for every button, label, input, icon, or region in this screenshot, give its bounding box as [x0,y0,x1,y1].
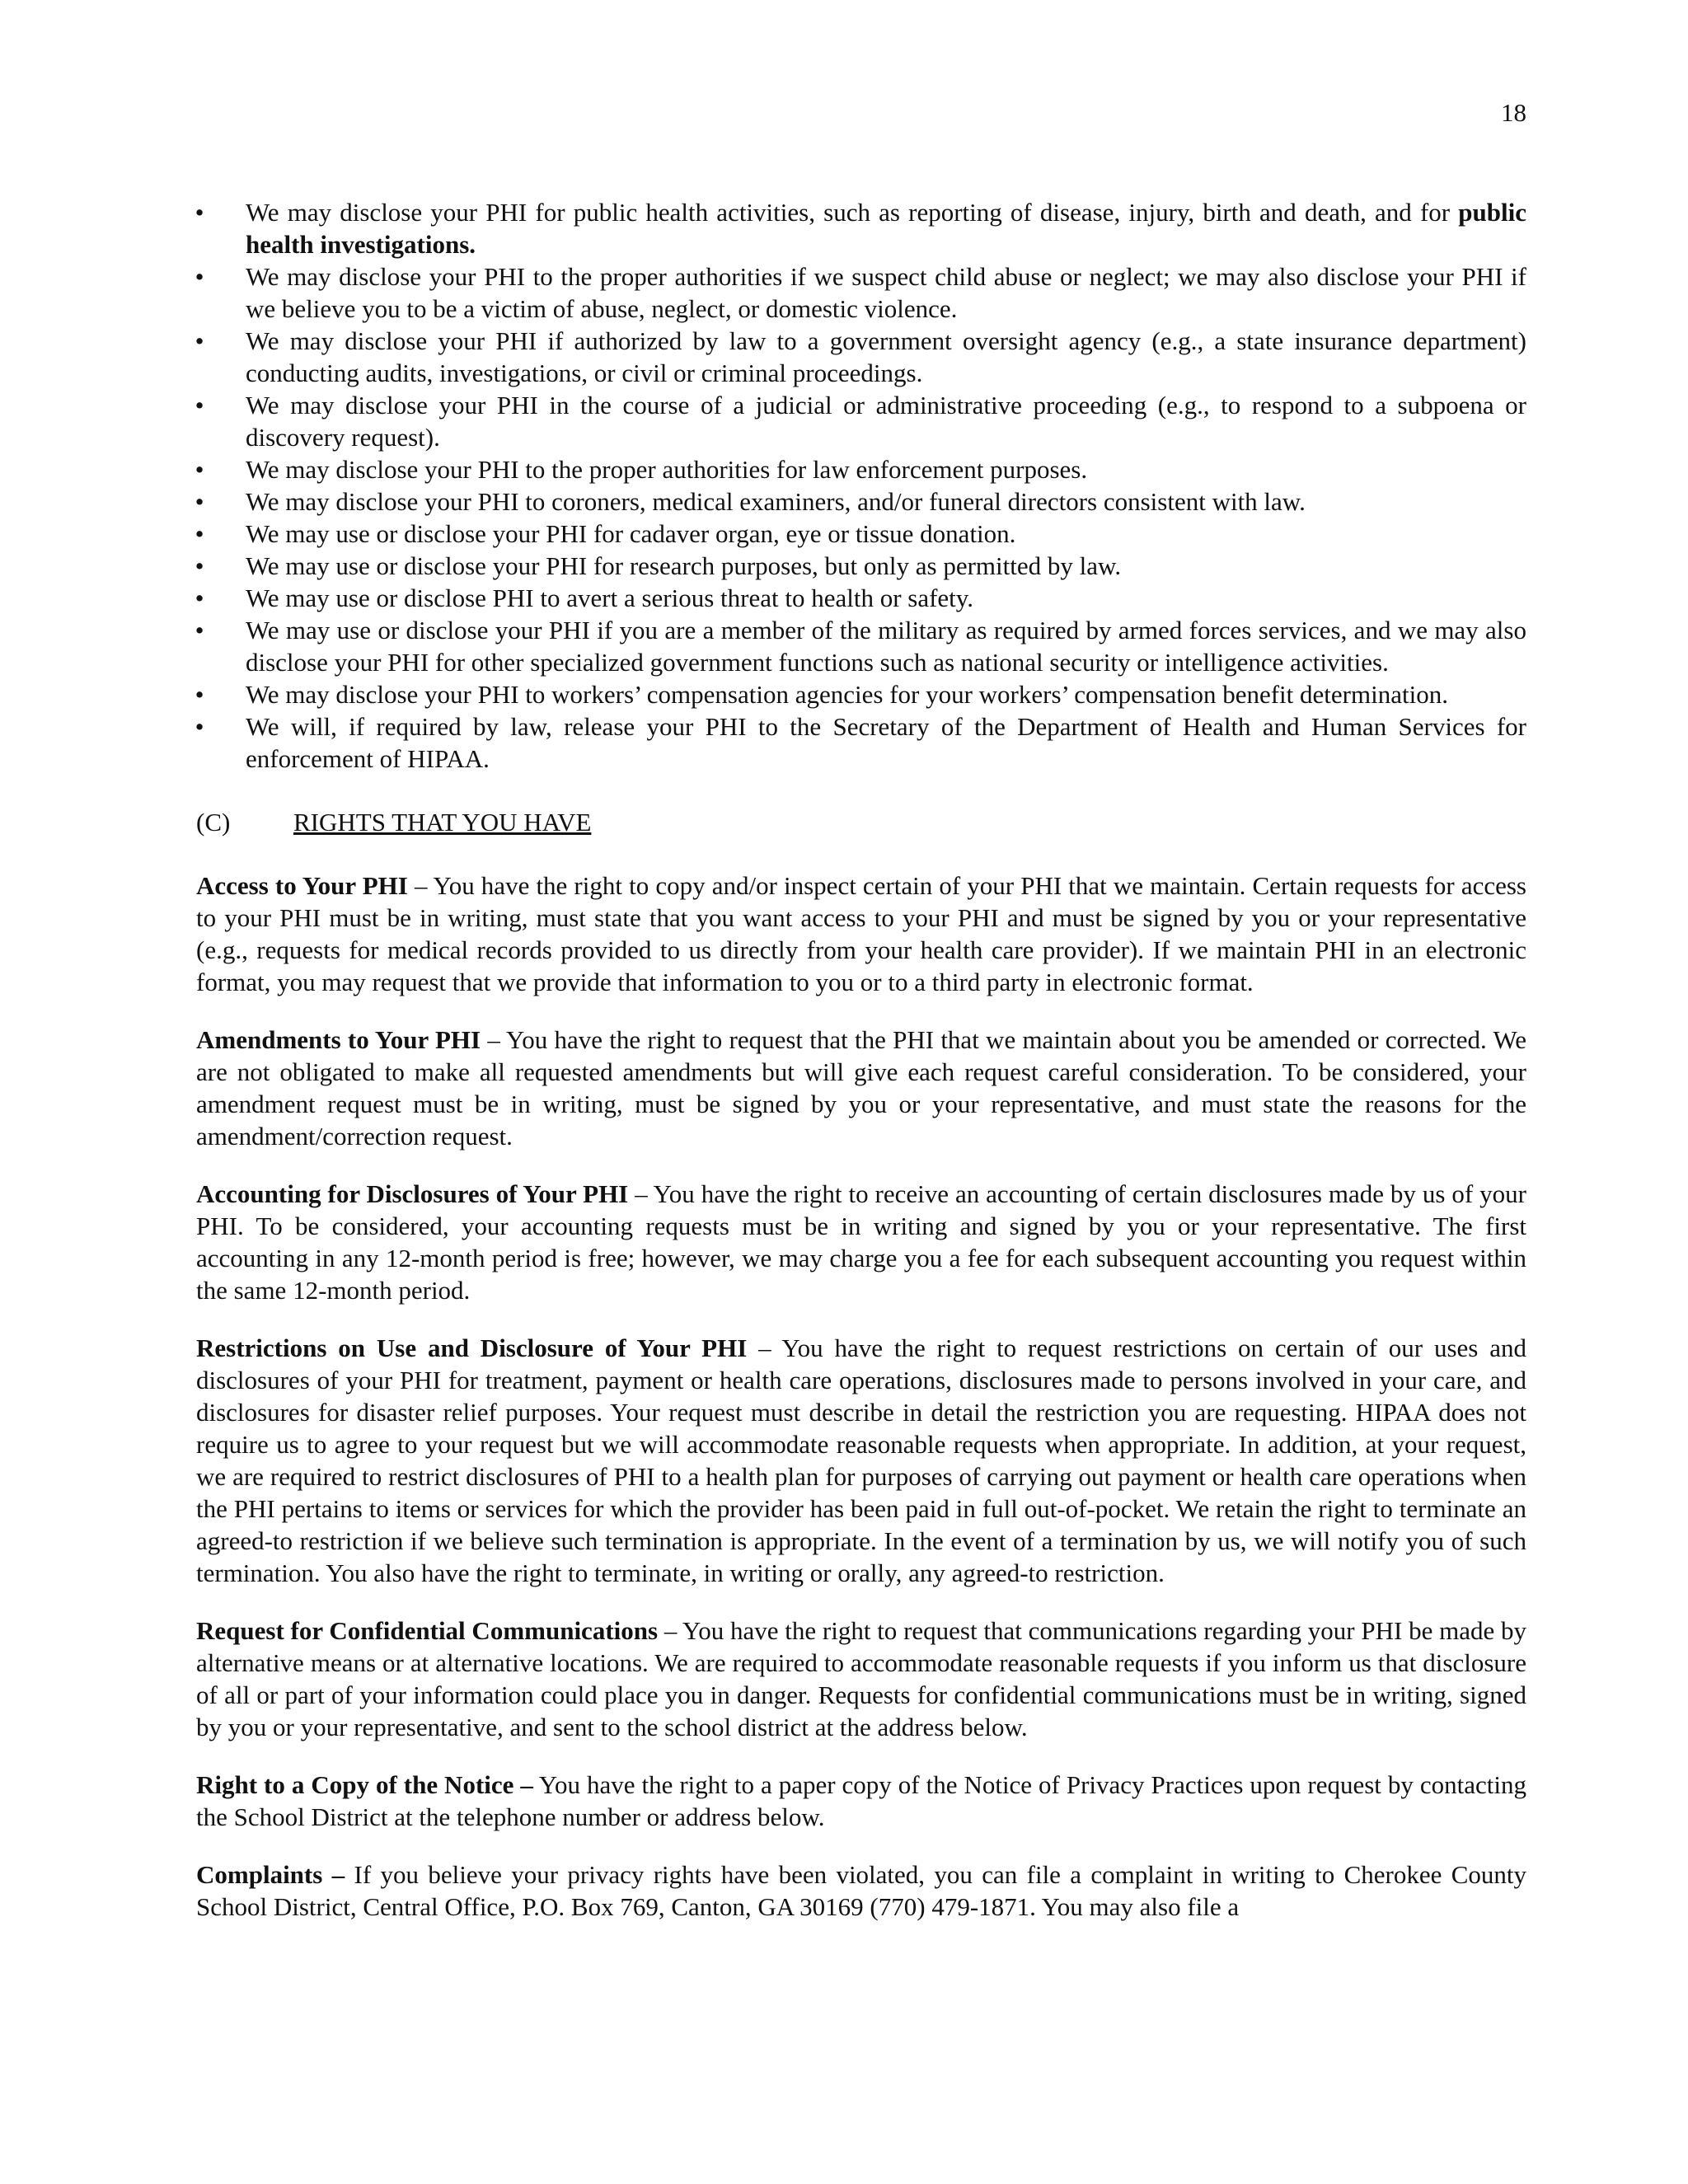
list-item-text: We may disclose your PHI to the proper authorities for law enforcement purposes. [246,455,1088,484]
bullet-icon: • [195,551,204,580]
page-number: 18 [1501,98,1526,127]
bullet-icon: • [195,262,204,291]
list-item-text: We may disclose your PHI to the proper authorities if we suspect child abuse or neglect; we may also disclose your PHI if we believe you to be a victim of abuse, neglect, or domestic violence. [246,262,1526,323]
bullet-icon: • [195,616,204,644]
bullet-icon: • [195,326,204,355]
list-item-text: We may disclose your PHI in the course of a judicial or administrative proceeding (e.g., to respond to a subpoena or discovery request). [246,391,1526,452]
paragraph-confidential [196,1615,1526,1743]
paragraph-text: If you believe your privacy rights have been violated, you can file a complaint in writing to Cherokee County School District, Central Office, P.O. Box 769, Canton, GA 30169 (770) 479-1871. You may also file a [196,1860,1526,1921]
list-item-text: We will, if required by law, release your PHI to the Secretary of the Department of Health and Human Services for enforcement of HIPAA. [246,712,1526,773]
bullet-icon: • [195,712,204,741]
list-item-text: We may use or disclose your PHI if you are a member of the military as required by armed forces services, and we may also disclose your PHI for other specialized government functions such as national security or intelligence activities. [246,616,1526,677]
list-item [196,678,1526,710]
paragraph-text: – You have the right to request restrictions on certain of our uses and disclosures of your PHI for treatment, payment or health care operations, disclosures made to persons involved in your care, and disclosures for disaster relief purposes. Your request must describe in detail the restriction you are requesting. HIPAA does not require us to agree to your request but we will accommodate reasonable requests when appropriate. In addition, at your request, we are required to restrict disclosures of PHI to a health plan for purposes of carrying out payment or health care operations when the PHI pertains to items or services for which the provider has been paid in full out-of-pocket. We retain the right to terminate an agreed-to restriction if we believe such termination is appropriate. In the event of a termination by us, we will notify you of such termination. You also have the right to terminate, in writing or orally, any agreed-to restriction. [196,1333,1527,1587]
paragraph-lead: Request for Confidential Communications [196,1616,659,1645]
paragraph-lead: Accounting for Disclosures of Your PHI [196,1179,629,1208]
section-title: RIGHTS THAT YOU HAVE [293,808,592,837]
list-item-text: We may disclose your PHI to coroners, medical examiners, and/or funeral directors consistent with law. [246,487,1306,516]
section-heading [196,806,1526,838]
list-item [196,196,1526,260]
bullet-icon: • [195,391,204,419]
document-body [196,196,1526,1948]
paragraph-notice-copy [196,1769,1526,1833]
list-item [196,518,1526,550]
bullet-icon: • [195,455,204,484]
paragraph-restrictions [196,1332,1526,1589]
bullet-icon: • [195,198,204,227]
list-item [196,710,1526,775]
paragraph-complaints [196,1858,1526,1923]
paragraph-text: – You have the right to request that communications regarding your PHI be made by alternative means or at alternative locations. We are required to accommodate reasonable requests if you inform us that disclosure of all or part of your information could place you in danger. Requests for confidential communications must be in writing, signed by you or your representative, and sent to the school district at the address below. [196,1616,1526,1741]
bullet-icon: • [195,583,204,612]
paragraph-text: – You have the right to copy and/or inspect certain of your PHI that we maintain. Certain requests for access to your PHI must be in writing, must state that you want access to your PHI and must be signed by you or your representative (e.g., requests for medical records provided to us directly from your health care provider). If we maintain PHI in an electronic format, you may request that we provide that information to you or to a third party in electronic format. [196,871,1526,996]
list-item [196,453,1526,485]
list-item [196,485,1526,518]
list-item-text: We may disclose your PHI if authorized by law to a government oversight agency (e.g., a state insurance department) conducting audits, investigations, or civil or criminal proceedings. [246,326,1526,387]
paragraph-accounting [196,1178,1526,1306]
paragraph-text: – You have the right to request that the PHI that we maintain about you be amended or corrected. We are not obligated to make all requested amendments but will give each request careful consideration. To be considered, your amendment request must be in writing, must be signed by you or your representative, and must state the reasons for the amendment/correction request. [196,1025,1527,1151]
paragraph-lead: Access to Your PHI [196,871,408,900]
bullet-icon: • [195,680,204,709]
list-item-text: We may disclose your PHI for public health activities, such as reporting of disease, injury, birth and death, and for public health investigations. [246,198,1526,259]
disclosure-list [196,196,1526,775]
bullet-icon: • [195,487,204,516]
list-item-text: We may disclose your PHI to workers’ compensation agencies for your workers’ compensation benefit determination. [246,680,1448,709]
paragraph-amendments [196,1024,1526,1152]
paragraph-text: – You have the right to receive an accounting of certain disclosures made by us of your PHI. To be considered, your accounting requests must be in writing and signed by you or your representative. The first accounting in any 12-month period is free; however, we may charge you a fee for each subsequent accounting you request within the same 12-month period. [196,1179,1526,1305]
bullet-icon: • [195,519,204,548]
section-letter: (C) [196,808,231,837]
paragraph-access [196,869,1526,998]
paragraph-lead: Amendments to Your PHI [196,1025,481,1054]
list-item [196,325,1526,389]
list-item-text: We may use or disclose your PHI for cadaver organ, eye or tissue donation. [246,519,1016,548]
list-item [196,614,1526,678]
paragraph-lead: Complaints – [196,1860,345,1889]
list-item [196,389,1526,453]
list-item-text: We may use or disclose your PHI for research purposes, but only as permitted by law. [246,551,1122,580]
paragraph-lead: Right to a Copy of the Notice – [196,1770,533,1799]
list-item [196,550,1526,582]
paragraph-lead: Restrictions on Use and Disclosure of Your PHI [196,1333,748,1362]
list-item [196,260,1526,325]
list-item [196,582,1526,614]
list-item-text: We may use or disclose PHI to avert a serious threat to health or safety. [246,583,974,612]
paragraph-text: You have the right to a paper copy of the Notice of Privacy Practices upon request by contacting the School District at the telephone number or address below. [196,1770,1526,1831]
